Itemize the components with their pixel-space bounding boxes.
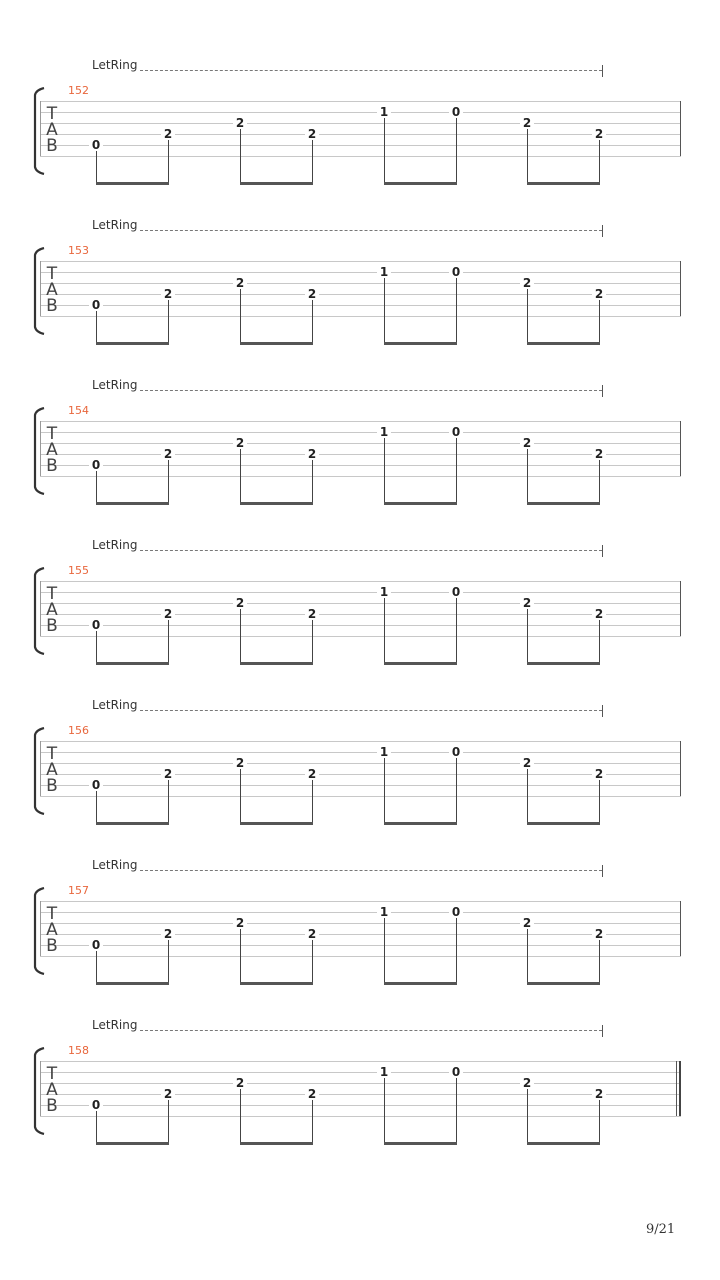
note-stem: [527, 769, 528, 823]
letring-label: LetRing: [92, 1018, 138, 1032]
fret-number: 2: [592, 608, 606, 620]
tab-string-line: [40, 316, 681, 317]
tab-system: [0, 218, 720, 378]
fret-number: 2: [592, 128, 606, 140]
tab-string-line: [40, 156, 681, 157]
tab-system: [0, 58, 720, 218]
letring-end-mark: [602, 705, 603, 717]
note-stem: [599, 940, 600, 983]
tab-clef-letter: T: [46, 904, 58, 924]
fret-number: 1: [377, 266, 391, 278]
note-stem: [168, 620, 169, 663]
eighth-note-beam: [384, 182, 457, 185]
eighth-note-beam: [527, 822, 600, 825]
measure-number: 156: [68, 724, 89, 737]
note-stem: [312, 780, 313, 823]
fret-number: 1: [377, 586, 391, 598]
tab-string-line: [40, 1072, 681, 1073]
fret-number: 2: [233, 277, 247, 289]
tab-string-line: [40, 101, 681, 102]
tab-clef-letter: A: [46, 1080, 58, 1100]
eighth-note-beam: [384, 342, 457, 345]
note-stem: [384, 918, 385, 983]
fret-number: 1: [377, 426, 391, 438]
fret-number: 2: [305, 608, 319, 620]
note-stem: [96, 471, 97, 503]
note-stem: [96, 151, 97, 183]
barline-end: [680, 741, 681, 796]
tab-string-line: [40, 1094, 681, 1095]
note-stem: [456, 918, 457, 983]
fret-number: 0: [449, 266, 463, 278]
tab-string-line: [40, 923, 681, 924]
note-stem: [527, 1089, 528, 1143]
fret-number: 0: [449, 1066, 463, 1078]
tab-clef-letter: A: [46, 120, 58, 140]
eighth-note-beam: [527, 982, 600, 985]
letring-dashed-line: [140, 870, 602, 871]
note-stem: [456, 758, 457, 823]
eighth-note-beam: [96, 182, 169, 185]
note-stem: [599, 780, 600, 823]
eighth-note-beam: [240, 342, 313, 345]
tab-string-line: [40, 1105, 681, 1106]
note-stem: [384, 598, 385, 663]
tab-string-line: [40, 603, 681, 604]
barline-start: [40, 101, 41, 156]
fret-number: 2: [233, 597, 247, 609]
fret-number: 2: [233, 757, 247, 769]
tab-string-line: [40, 901, 681, 902]
fret-number: 0: [89, 139, 103, 151]
tab-string-line: [40, 752, 681, 753]
note-stem: [599, 460, 600, 503]
letring-end-mark: [602, 65, 603, 77]
fret-number: 0: [89, 619, 103, 631]
tab-clef-letter: A: [46, 280, 58, 300]
tab-string-line: [40, 1083, 681, 1084]
fret-number: 2: [520, 917, 534, 929]
eighth-note-beam: [527, 342, 600, 345]
letring-end-mark: [602, 545, 603, 557]
fret-number: 1: [377, 746, 391, 758]
fret-number: 2: [161, 768, 175, 780]
note-stem: [312, 460, 313, 503]
fret-number: 2: [520, 597, 534, 609]
tab-clef-letter: T: [46, 424, 58, 444]
tab-string-line: [40, 763, 681, 764]
note-stem: [312, 940, 313, 983]
tab-string-line: [40, 294, 681, 295]
barline-end: [680, 101, 681, 156]
tab-string-line: [40, 956, 681, 957]
fret-number: 2: [520, 277, 534, 289]
eighth-note-beam: [384, 662, 457, 665]
measure-number: 158: [68, 1044, 89, 1057]
tab-clef-letter: T: [46, 584, 58, 604]
note-stem: [527, 929, 528, 983]
tab-system: [0, 698, 720, 858]
tab-clef-letter: B: [46, 776, 58, 796]
letring-dashed-line: [140, 710, 602, 711]
note-stem: [384, 278, 385, 343]
fret-number: 2: [592, 928, 606, 940]
eighth-note-beam: [240, 502, 313, 505]
final-barline-thin: [676, 1061, 677, 1116]
tab-string-line: [40, 465, 681, 466]
barline-start: [40, 1061, 41, 1116]
fret-number: 1: [377, 1066, 391, 1078]
tab-string-line: [40, 581, 681, 582]
note-stem: [527, 609, 528, 663]
tab-clef-letter: B: [46, 1096, 58, 1116]
fret-number: 0: [89, 939, 103, 951]
note-stem: [168, 1100, 169, 1143]
note-stem: [96, 631, 97, 663]
tab-clef-letter: T: [46, 104, 58, 124]
tab-clef-letter: T: [46, 1064, 58, 1084]
eighth-note-beam: [96, 342, 169, 345]
tab-string-line: [40, 636, 681, 637]
tab-clef-letter: B: [46, 136, 58, 156]
tab-system: [0, 858, 720, 1018]
eighth-note-beam: [240, 822, 313, 825]
tab-string-line: [40, 945, 681, 946]
eighth-note-beam: [527, 662, 600, 665]
tab-string-line: [40, 421, 681, 422]
fret-number: 2: [305, 768, 319, 780]
barline-end: [680, 901, 681, 956]
letring-label: LetRing: [92, 378, 138, 392]
eighth-note-beam: [96, 502, 169, 505]
measure-number: 157: [68, 884, 89, 897]
note-stem: [384, 438, 385, 503]
fret-number: 0: [449, 106, 463, 118]
letring-end-mark: [602, 385, 603, 397]
letring-dashed-line: [140, 1030, 602, 1031]
note-stem: [168, 940, 169, 983]
tab-string-line: [40, 283, 681, 284]
eighth-note-beam: [96, 822, 169, 825]
eighth-note-beam: [384, 502, 457, 505]
barline-end: [680, 261, 681, 316]
page-number: 9/21: [646, 1222, 676, 1237]
fret-number: 0: [89, 299, 103, 311]
barline-end: [680, 581, 681, 636]
fret-number: 0: [449, 426, 463, 438]
measure-number: 154: [68, 404, 89, 417]
barline-start: [40, 741, 41, 796]
fret-number: 2: [305, 448, 319, 460]
tab-clef-letter: T: [46, 744, 58, 764]
tab-string-line: [40, 796, 681, 797]
fret-number: 2: [592, 768, 606, 780]
tab-string-line: [40, 1116, 681, 1117]
measure-number: 152: [68, 84, 89, 97]
tab-string-line: [40, 614, 681, 615]
note-stem: [312, 300, 313, 343]
fret-number: 0: [449, 586, 463, 598]
letring-label: LetRing: [92, 218, 138, 232]
tab-clef-letter: B: [46, 296, 58, 316]
note-stem: [168, 460, 169, 503]
letring-dashed-line: [140, 230, 602, 231]
eighth-note-beam: [240, 662, 313, 665]
fret-number: 2: [233, 917, 247, 929]
fret-number: 2: [161, 128, 175, 140]
fret-number: 2: [233, 437, 247, 449]
tab-clef-letter: A: [46, 760, 58, 780]
note-stem: [456, 438, 457, 503]
letring-end-mark: [602, 225, 603, 237]
eighth-note-beam: [384, 1142, 457, 1145]
barline-end: [680, 421, 681, 476]
tab-string-line: [40, 625, 681, 626]
fret-number: 2: [161, 608, 175, 620]
note-stem: [599, 1100, 600, 1143]
tab-string-line: [40, 785, 681, 786]
note-stem: [312, 1100, 313, 1143]
tab-string-line: [40, 454, 681, 455]
fret-number: 2: [161, 1088, 175, 1100]
tab-string-line: [40, 123, 681, 124]
tab-string-line: [40, 912, 681, 913]
eighth-note-beam: [240, 982, 313, 985]
note-stem: [456, 118, 457, 183]
fret-number: 2: [233, 1077, 247, 1089]
letring-dashed-line: [140, 390, 602, 391]
tab-system: [0, 378, 720, 538]
note-stem: [168, 140, 169, 183]
measure-number: 155: [68, 564, 89, 577]
note-stem: [240, 769, 241, 823]
tab-string-line: [40, 774, 681, 775]
fret-number: 0: [89, 779, 103, 791]
barline-start: [40, 421, 41, 476]
barline-start: [40, 581, 41, 636]
tab-clef-letter: B: [46, 616, 58, 636]
note-stem: [527, 129, 528, 183]
eighth-note-beam: [527, 1142, 600, 1145]
letring-dashed-line: [140, 550, 602, 551]
note-stem: [456, 598, 457, 663]
fret-number: 2: [305, 928, 319, 940]
barline-start: [40, 261, 41, 316]
note-stem: [240, 929, 241, 983]
letring-end-mark: [602, 865, 603, 877]
note-stem: [384, 1078, 385, 1143]
measure-number: 153: [68, 244, 89, 257]
fret-number: 2: [305, 288, 319, 300]
eighth-note-beam: [527, 502, 600, 505]
eighth-note-beam: [527, 182, 600, 185]
fret-number: 2: [520, 757, 534, 769]
fret-number: 2: [592, 288, 606, 300]
tab-string-line: [40, 261, 681, 262]
tab-string-line: [40, 476, 681, 477]
fret-number: 1: [377, 906, 391, 918]
eighth-note-beam: [96, 982, 169, 985]
tab-string-line: [40, 134, 681, 135]
tab-clef-letter: A: [46, 440, 58, 460]
fret-number: 2: [592, 448, 606, 460]
note-stem: [240, 449, 241, 503]
note-stem: [456, 1078, 457, 1143]
note-stem: [456, 278, 457, 343]
tab-clef-letter: A: [46, 920, 58, 940]
final-barline-thick: [679, 1061, 681, 1116]
fret-number: 0: [89, 459, 103, 471]
eighth-note-beam: [384, 822, 457, 825]
tab-clef-letter: T: [46, 264, 58, 284]
letring-label: LetRing: [92, 858, 138, 872]
fret-number: 2: [520, 1077, 534, 1089]
note-stem: [168, 300, 169, 343]
tab-system: [0, 538, 720, 698]
note-stem: [240, 129, 241, 183]
letring-label: LetRing: [92, 58, 138, 72]
fret-number: 2: [520, 117, 534, 129]
fret-number: 2: [592, 1088, 606, 1100]
tab-clef-letter: B: [46, 936, 58, 956]
fret-number: 0: [89, 1099, 103, 1111]
letring-label: LetRing: [92, 698, 138, 712]
letring-label: LetRing: [92, 538, 138, 552]
fret-number: 0: [449, 906, 463, 918]
note-stem: [240, 1089, 241, 1143]
tab-system: [0, 1018, 720, 1178]
note-stem: [312, 140, 313, 183]
tab-string-line: [40, 592, 681, 593]
fret-number: 1: [377, 106, 391, 118]
note-stem: [240, 289, 241, 343]
note-stem: [96, 1111, 97, 1143]
note-stem: [96, 791, 97, 823]
tab-string-line: [40, 741, 681, 742]
letring-dashed-line: [140, 70, 602, 71]
barline-start: [40, 901, 41, 956]
note-stem: [312, 620, 313, 663]
note-stem: [599, 300, 600, 343]
fret-number: 2: [161, 928, 175, 940]
fret-number: 2: [520, 437, 534, 449]
note-stem: [384, 118, 385, 183]
tab-clef-letter: A: [46, 600, 58, 620]
fret-number: 0: [449, 746, 463, 758]
tab-string-line: [40, 112, 681, 113]
note-stem: [168, 780, 169, 823]
tab-string-line: [40, 145, 681, 146]
eighth-note-beam: [240, 182, 313, 185]
tab-string-line: [40, 432, 681, 433]
note-stem: [527, 449, 528, 503]
eighth-note-beam: [240, 1142, 313, 1145]
note-stem: [96, 311, 97, 343]
tab-string-line: [40, 305, 681, 306]
letring-end-mark: [602, 1025, 603, 1037]
tab-string-line: [40, 934, 681, 935]
note-stem: [527, 289, 528, 343]
note-stem: [384, 758, 385, 823]
note-stem: [599, 140, 600, 183]
fret-number: 2: [233, 117, 247, 129]
eighth-note-beam: [96, 1142, 169, 1145]
tab-string-line: [40, 443, 681, 444]
note-stem: [96, 951, 97, 983]
tab-clef-letter: B: [46, 456, 58, 476]
fret-number: 2: [161, 288, 175, 300]
fret-number: 2: [305, 1088, 319, 1100]
fret-number: 2: [305, 128, 319, 140]
note-stem: [599, 620, 600, 663]
tab-string-line: [40, 1061, 681, 1062]
fret-number: 2: [161, 448, 175, 460]
eighth-note-beam: [384, 982, 457, 985]
note-stem: [240, 609, 241, 663]
eighth-note-beam: [96, 662, 169, 665]
tab-string-line: [40, 272, 681, 273]
